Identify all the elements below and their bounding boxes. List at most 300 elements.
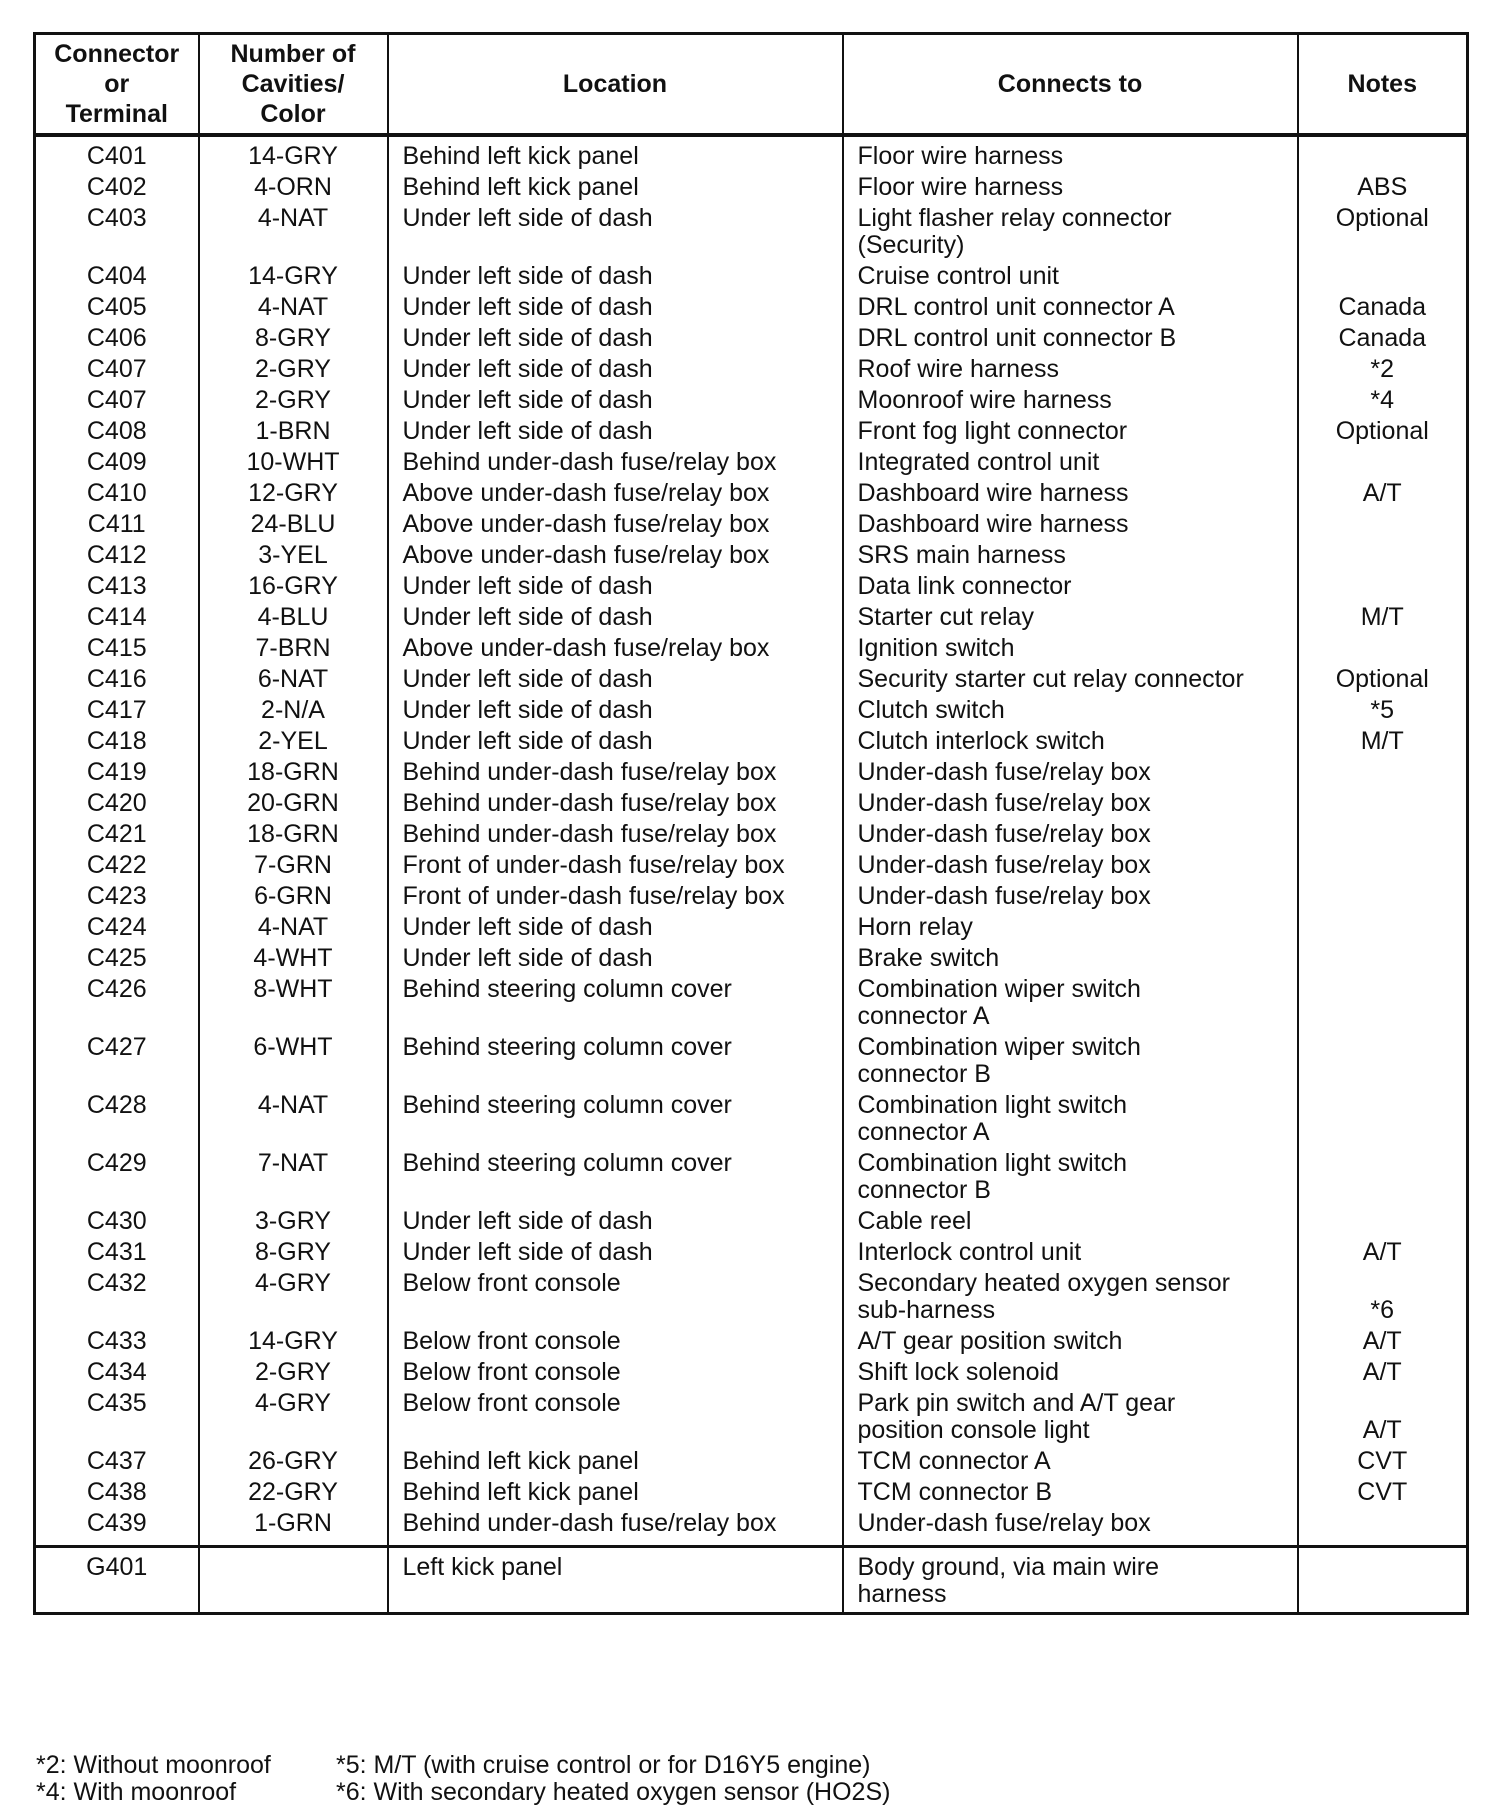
connects-to-cell (843, 1033, 1298, 1091)
cavities-cell: 18-GRN (199, 758, 388, 789)
connector-cell: C406 (86, 324, 147, 352)
cavities-cell: 12-GRY (199, 479, 388, 510)
connects-to-line: Data link connector (857, 572, 1072, 600)
connector-cell: C421 (86, 820, 147, 848)
location-cell: Above under-dash fuse/relay box (388, 634, 843, 665)
notes-cell (1298, 355, 1468, 386)
connects-to-line: Body ground, via main wire (857, 1553, 1160, 1581)
notes-spacer (1303, 1270, 1463, 1297)
connector-cell: C424 (86, 913, 147, 941)
connects-to-line: Clutch interlock switch (857, 727, 1105, 755)
connects-to-line: Roof wire harness (857, 355, 1059, 383)
cavities-cell: 4-GRY (199, 1269, 388, 1327)
connector-cell: C431 (86, 1238, 147, 1266)
notes-text: *2 (1370, 355, 1395, 383)
connects-to-line: connector B (857, 1060, 991, 1088)
footnote-4: *4: With moonroof (36, 1778, 237, 1806)
location-cell: Below front console (388, 1358, 843, 1389)
notes-spacer (1303, 1390, 1463, 1417)
connects-to-line: Light flasher relay connector (857, 204, 1172, 232)
notes-text: Optional (1335, 204, 1429, 232)
notes-text: A/T (1362, 1238, 1402, 1266)
connects-to-line: Shift lock solenoid (857, 1358, 1060, 1386)
connects-to-line: Secondary heated oxygen sensor (857, 1269, 1230, 1297)
connects-to-cell (843, 417, 1298, 448)
connector-cell: C435 (86, 1389, 147, 1417)
cavities-cell: 14-GRY (199, 135, 388, 173)
cavities-cell: 4-NAT (199, 1091, 388, 1149)
notes-cell (1298, 448, 1468, 479)
connects-to-line: Horn relay (857, 913, 973, 941)
connects-to-line: Combination light switch (857, 1149, 1128, 1177)
header-notes: Notes (1298, 34, 1468, 136)
notes-cell (1298, 510, 1468, 541)
header-location: Location (388, 34, 843, 136)
location-cell: Behind left kick panel (388, 1447, 843, 1478)
connector-cell: C438 (86, 1478, 147, 1506)
connects-to-cell (843, 324, 1298, 355)
connects-to-cell (843, 1207, 1298, 1238)
cavities-cell: 7-GRN (199, 851, 388, 882)
notes-cell (1298, 851, 1468, 882)
connects-to-line: connector B (857, 1176, 991, 1204)
notes-cell (1298, 1547, 1468, 1614)
connector-cell: C401 (86, 142, 147, 170)
location-cell: Under left side of dash (388, 913, 843, 944)
connector-cell: C417 (86, 696, 147, 724)
footnote-2: *2: Without moonroof (36, 1751, 271, 1779)
table-row (35, 572, 1468, 603)
cavities-cell (199, 1547, 388, 1614)
notes-cell (1298, 789, 1468, 820)
connects-to-line: Brake switch (857, 944, 1000, 972)
table-row (35, 135, 1468, 173)
connects-to-cell (843, 262, 1298, 293)
notes-cell (1298, 572, 1468, 603)
connector-cell: C413 (86, 572, 147, 600)
cavities-cell: 1-BRN (199, 417, 388, 448)
connects-to-line: Under-dash fuse/relay box (857, 882, 1151, 910)
notes-cell (1298, 173, 1468, 204)
connector-cell: C426 (86, 975, 147, 1003)
cavities-cell: 20-GRN (199, 789, 388, 820)
cavities-cell: 4-NAT (199, 913, 388, 944)
notes-cell (1298, 1389, 1468, 1447)
connector-cell: C433 (86, 1327, 147, 1355)
cavities-cell: 2-YEL (199, 727, 388, 758)
notes-cell (1298, 1327, 1468, 1358)
cavities-cell: 6-NAT (199, 665, 388, 696)
location-cell: Above under-dash fuse/relay box (388, 510, 843, 541)
notes-cell (1298, 1207, 1468, 1238)
connects-to-line: A/T gear position switch (857, 1327, 1123, 1355)
connects-to-line: sub-harness (857, 1296, 996, 1324)
notes-cell (1298, 975, 1468, 1033)
notes-cell (1298, 696, 1468, 727)
connector-cell: C409 (86, 448, 147, 476)
notes-cell (1298, 820, 1468, 851)
connector-cell: C419 (86, 758, 147, 786)
connects-to-line: Under-dash fuse/relay box (857, 851, 1151, 879)
ground-rows (35, 1547, 1468, 1614)
notes-cell (1298, 758, 1468, 789)
table-row (35, 510, 1468, 541)
notes-cell (1298, 417, 1468, 448)
cavities-cell: 2-GRY (199, 1358, 388, 1389)
notes-cell (1298, 386, 1468, 417)
connects-to-line: Starter cut relay (857, 603, 1034, 631)
cavities-cell: 24-BLU (199, 510, 388, 541)
location-cell: Under left side of dash (388, 355, 843, 386)
connector-cell: G401 (35, 1547, 199, 1614)
location-cell: Behind under-dash fuse/relay box (388, 820, 843, 851)
notes-text: *5 (1370, 696, 1395, 724)
location-cell: Behind steering column cover (388, 1149, 843, 1207)
connects-to-line: Cable reel (857, 1207, 972, 1235)
connector-cell: C404 (86, 262, 147, 290)
table-row (35, 634, 1468, 665)
table-row (35, 882, 1468, 913)
connects-to-line: SRS main harness (857, 541, 1066, 569)
connector-cell: C427 (86, 1033, 147, 1061)
cavities-cell: 8-WHT (199, 975, 388, 1033)
notes-text: *4 (1370, 386, 1395, 414)
connects-to-cell (843, 851, 1298, 882)
cavities-cell: 18-GRN (199, 820, 388, 851)
location-cell: Above under-dash fuse/relay box (388, 479, 843, 510)
notes-text: A/T (1362, 479, 1402, 507)
connects-to-line: Under-dash fuse/relay box (857, 1509, 1151, 1537)
connects-to-line: Combination wiper switch (857, 1033, 1141, 1061)
connector-cell: C430 (86, 1207, 147, 1235)
notes-cell (1298, 665, 1468, 696)
connects-to-cell (843, 448, 1298, 479)
footnotes (36, 1752, 1466, 1806)
connector-cell: C423 (86, 882, 147, 910)
connects-to-line: Ignition switch (857, 634, 1015, 662)
notes-cell (1298, 204, 1468, 262)
cavities-cell: 4-WHT (199, 944, 388, 975)
table-row (35, 1207, 1468, 1238)
table-row (35, 665, 1468, 696)
connector-cell: C434 (86, 1358, 147, 1386)
location-cell: Behind left kick panel (388, 173, 843, 204)
notes-cell (1298, 1358, 1468, 1389)
table-row (35, 1478, 1468, 1509)
connects-to-cell (843, 758, 1298, 789)
connector-cell: C405 (86, 293, 147, 321)
connector-cell: C416 (86, 665, 147, 693)
connects-to-cell (843, 572, 1298, 603)
connects-to-cell (843, 1149, 1298, 1207)
notes-cell (1298, 1238, 1468, 1269)
connects-to-cell (843, 386, 1298, 417)
table-row (35, 541, 1468, 572)
connects-to-cell (843, 135, 1298, 173)
cavities-cell: 16-GRY (199, 572, 388, 603)
connects-to-line: TCM connector B (857, 1478, 1053, 1506)
connector-cell: C410 (86, 479, 147, 507)
table-row (35, 324, 1468, 355)
table-row (35, 1269, 1468, 1327)
location-cell: Behind steering column cover (388, 975, 843, 1033)
location-cell: Behind under-dash fuse/relay box (388, 1509, 843, 1547)
notes-text: M/T (1360, 727, 1404, 755)
connector-cell: C407 (86, 386, 147, 414)
location-cell: Behind under-dash fuse/relay box (388, 789, 843, 820)
connects-to-line: Park pin switch and A/T gear (857, 1389, 1176, 1417)
connects-to-line: TCM connector A (857, 1447, 1051, 1475)
location-cell: Left kick panel (388, 1547, 843, 1614)
connects-to-cell (843, 820, 1298, 851)
connector-cell: C420 (86, 789, 147, 817)
connects-to-line: connector A (857, 1002, 990, 1030)
connector-cell: C418 (86, 727, 147, 755)
location-cell: Under left side of dash (388, 727, 843, 758)
cavities-cell: 6-WHT (199, 1033, 388, 1091)
connects-to-line: Under-dash fuse/relay box (857, 820, 1151, 848)
table-row (35, 1091, 1468, 1149)
location-cell: Under left side of dash (388, 665, 843, 696)
connector-cell: C412 (86, 541, 147, 569)
location-cell: Front of under-dash fuse/relay box (388, 851, 843, 882)
table-row (35, 1358, 1468, 1389)
table-row (35, 204, 1468, 262)
connects-to-cell (843, 1327, 1298, 1358)
notes-text: Canada (1338, 324, 1427, 352)
connects-to-line: DRL control unit connector A (857, 293, 1175, 321)
location-cell: Under left side of dash (388, 262, 843, 293)
connects-to-line: Clutch switch (857, 696, 1005, 724)
notes-text: ABS (1357, 173, 1408, 201)
location-cell: Under left side of dash (388, 386, 843, 417)
cavities-cell: 4-ORN (199, 173, 388, 204)
cavities-cell: 2-GRY (199, 386, 388, 417)
connector-table (33, 32, 1469, 1615)
table-row (35, 355, 1468, 386)
location-cell: Under left side of dash (388, 572, 843, 603)
connects-to-cell (843, 479, 1298, 510)
cavities-cell: 1-GRN (199, 1509, 388, 1547)
connects-to-line: Integrated control unit (857, 448, 1100, 476)
table-row (35, 975, 1468, 1033)
connector-cell: C428 (86, 1091, 147, 1119)
cavities-cell: 3-GRY (199, 1207, 388, 1238)
connects-to-line: position console light (857, 1416, 1090, 1444)
header-cavities: Number of Cavities/ Color (199, 34, 388, 136)
location-cell: Under left side of dash (388, 603, 843, 634)
location-cell: Under left side of dash (388, 696, 843, 727)
location-cell: Below front console (388, 1327, 843, 1358)
table-row (35, 789, 1468, 820)
connects-to-cell (843, 1547, 1298, 1614)
table-row (35, 1389, 1468, 1447)
notes-cell (1298, 479, 1468, 510)
location-cell: Behind steering column cover (388, 1091, 843, 1149)
notes-text: Canada (1338, 293, 1427, 321)
table-row (35, 1327, 1468, 1358)
connector-cell: C422 (86, 851, 147, 879)
connector-cell: C425 (86, 944, 147, 972)
cavities-cell: 26-GRY (199, 1447, 388, 1478)
cavities-cell: 4-NAT (199, 204, 388, 262)
cavities-cell: 2-N/A (199, 696, 388, 727)
cavities-cell: 14-GRY (199, 262, 388, 293)
connects-to-cell (843, 510, 1298, 541)
notes-cell (1298, 541, 1468, 572)
table-row (35, 173, 1468, 204)
connects-to-cell (843, 1238, 1298, 1269)
notes-cell (1298, 135, 1468, 173)
connects-to-line: DRL control unit connector B (857, 324, 1177, 352)
notes-cell (1298, 913, 1468, 944)
table-row (35, 386, 1468, 417)
connects-to-line: Under-dash fuse/relay box (857, 789, 1151, 817)
notes-cell (1298, 1509, 1468, 1547)
location-cell: Behind left kick panel (388, 135, 843, 173)
header-connector: Connector or Terminal (35, 34, 199, 136)
notes-text: CVT (1357, 1447, 1408, 1475)
connects-to-line: Dashboard wire harness (857, 479, 1129, 507)
table-row (35, 603, 1468, 634)
table-row (35, 293, 1468, 324)
connects-to-cell (843, 882, 1298, 913)
connects-to-line: Interlock control unit (857, 1238, 1082, 1266)
notes-cell (1298, 603, 1468, 634)
connects-to-cell (843, 665, 1298, 696)
connector-cell: C437 (86, 1447, 147, 1475)
location-cell: Under left side of dash (388, 324, 843, 355)
connects-to-cell (843, 944, 1298, 975)
connects-to-cell (843, 173, 1298, 204)
notes-cell (1298, 1269, 1468, 1327)
notes-cell (1298, 882, 1468, 913)
connector-cell: C402 (86, 173, 147, 201)
connects-to-cell (843, 789, 1298, 820)
notes-cell (1298, 634, 1468, 665)
connects-to-cell (843, 603, 1298, 634)
connects-to-line: Floor wire harness (857, 173, 1064, 201)
connector-cell: C415 (86, 634, 147, 662)
connector-cell: C407 (86, 355, 147, 383)
location-cell: Under left side of dash (388, 293, 843, 324)
cavities-cell: 8-GRY (199, 1238, 388, 1269)
connects-to-line: connector A (857, 1118, 990, 1146)
connector-cell: C408 (86, 417, 147, 445)
notes-text: A/T (1362, 1327, 1402, 1355)
notes-text: A/T (1362, 1416, 1402, 1444)
notes-cell (1298, 293, 1468, 324)
connects-to-line: Combination wiper switch (857, 975, 1141, 1003)
connects-to-cell (843, 1389, 1298, 1447)
connects-to-cell (843, 696, 1298, 727)
connector-cell: C403 (86, 204, 147, 232)
table-row (35, 944, 1468, 975)
cavities-cell: 6-GRN (199, 882, 388, 913)
location-cell: Under left side of dash (388, 417, 843, 448)
connects-to-cell (843, 1447, 1298, 1478)
cavities-cell: 14-GRY (199, 1327, 388, 1358)
location-cell: Behind steering column cover (388, 1033, 843, 1091)
connects-to-line: Moonroof wire harness (857, 386, 1112, 414)
table-row (35, 1238, 1468, 1269)
location-cell: Behind under-dash fuse/relay box (388, 448, 843, 479)
table-row (35, 1509, 1468, 1547)
cavities-cell: 10-WHT (199, 448, 388, 479)
connects-to-line: Combination light switch (857, 1091, 1128, 1119)
location-cell: Below front console (388, 1269, 843, 1327)
location-cell: Front of under-dash fuse/relay box (388, 882, 843, 913)
notes-cell (1298, 324, 1468, 355)
location-cell: Under left side of dash (388, 1238, 843, 1269)
connects-to-cell (843, 1091, 1298, 1149)
notes-text: Optional (1335, 665, 1429, 693)
connects-to-line: Cruise control unit (857, 262, 1059, 290)
notes-cell (1298, 944, 1468, 975)
notes-text: Optional (1335, 417, 1429, 445)
connector-cell: C411 (87, 510, 146, 538)
notes-text: *6 (1370, 1296, 1395, 1324)
table-row (35, 479, 1468, 510)
location-cell: Below front console (388, 1389, 843, 1447)
connects-to-cell (843, 355, 1298, 386)
table-row (35, 758, 1468, 789)
location-cell: Behind left kick panel (388, 1478, 843, 1509)
table-row (35, 1149, 1468, 1207)
connects-to-cell (843, 1269, 1298, 1327)
connects-to-cell (843, 975, 1298, 1033)
header-row (35, 34, 1468, 136)
notes-cell (1298, 1149, 1468, 1207)
cavities-cell: 4-BLU (199, 603, 388, 634)
location-cell: Under left side of dash (388, 944, 843, 975)
notes-text: M/T (1360, 603, 1404, 631)
connector-table-container (33, 32, 1466, 1615)
connector-cell: C439 (86, 1509, 147, 1537)
connects-to-cell (843, 1509, 1298, 1547)
connector-rows (35, 135, 1468, 1547)
cavities-cell: 4-NAT (199, 293, 388, 324)
location-cell: Under left side of dash (388, 1207, 843, 1238)
footnote-6: *6: With secondary heated oxygen sensor (HO2S) (336, 1778, 891, 1806)
notes-text: CVT (1357, 1478, 1408, 1506)
notes-cell (1298, 727, 1468, 758)
connects-to-cell (843, 541, 1298, 572)
connects-to-line: Security starter cut relay connector (857, 665, 1244, 693)
header-connects-to: Connects to (843, 34, 1298, 136)
connects-to-cell (843, 1358, 1298, 1389)
connects-to-line: Under-dash fuse/relay box (857, 758, 1151, 786)
connects-to-cell (843, 727, 1298, 758)
location-cell: Behind under-dash fuse/relay box (388, 758, 843, 789)
notes-cell (1298, 1091, 1468, 1149)
connects-to-cell (843, 293, 1298, 324)
table-row (35, 448, 1468, 479)
footnote-5: *5: M/T (with cruise control or for D16Y5 engine) (336, 1751, 871, 1779)
table-row (35, 696, 1468, 727)
table-row (35, 727, 1468, 758)
connects-to-line: Front fog light connector (857, 417, 1128, 445)
notes-cell (1298, 1033, 1468, 1091)
table-row (35, 417, 1468, 448)
connects-to-cell (843, 634, 1298, 665)
connects-to-line: Dashboard wire harness (857, 510, 1129, 538)
notes-cell (1298, 262, 1468, 293)
table-row (35, 1547, 1468, 1614)
cavities-cell: 2-GRY (199, 355, 388, 386)
connects-to-line: harness (857, 1580, 947, 1608)
table-row (35, 820, 1468, 851)
